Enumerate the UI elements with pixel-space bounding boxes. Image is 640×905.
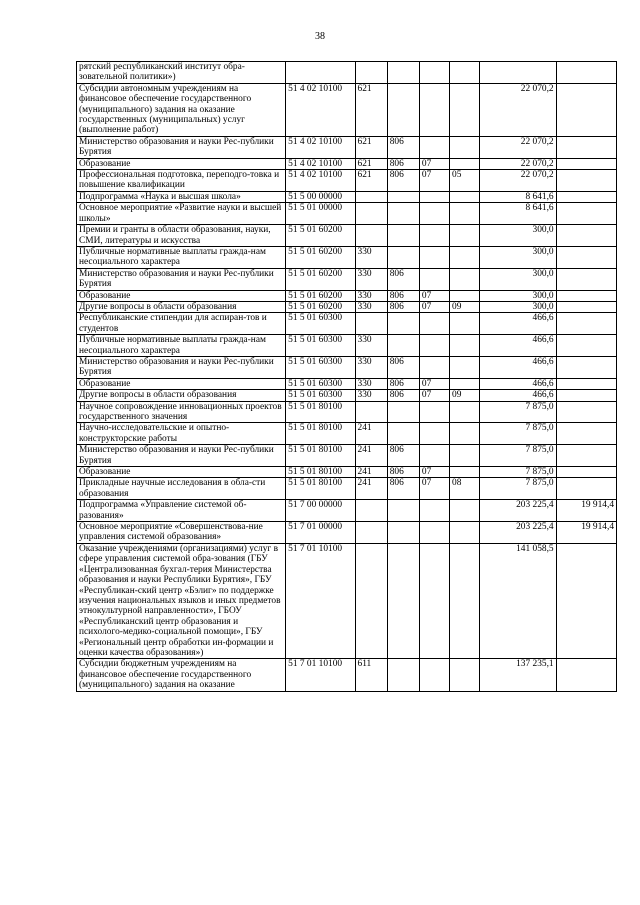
page-number: 38 bbox=[315, 31, 325, 42]
row-subsection-cell: 09 bbox=[450, 390, 480, 401]
table-row bbox=[77, 268, 617, 290]
row-subsection-cell bbox=[450, 401, 480, 423]
row-amount-cell: 7 875,0 bbox=[480, 478, 556, 500]
row-federal-amount-cell bbox=[556, 158, 616, 169]
table-row bbox=[77, 136, 617, 158]
row-subsection-cell bbox=[450, 378, 480, 389]
row-administrator-cell: 806 bbox=[387, 467, 419, 478]
row-target-article-cell: 51 7 01 00000 bbox=[286, 522, 355, 544]
table-row bbox=[77, 445, 617, 467]
row-federal-amount-cell bbox=[556, 170, 616, 192]
row-name-cell: Образование bbox=[77, 158, 286, 169]
row-section-cell bbox=[419, 522, 449, 544]
row-administrator-cell: 806 bbox=[387, 478, 419, 500]
table-row bbox=[77, 246, 617, 268]
row-expense-type-cell: 241 bbox=[355, 467, 387, 478]
row-name-cell: Министерство образования и науки Рес-публики Бурятия bbox=[77, 445, 286, 467]
row-federal-amount-cell bbox=[556, 478, 616, 500]
row-expense-type-cell: 241 bbox=[355, 478, 387, 500]
row-federal-amount-cell bbox=[556, 390, 616, 401]
row-expense-type-cell: 330 bbox=[355, 356, 387, 378]
row-section-cell bbox=[419, 225, 449, 247]
table-row bbox=[77, 313, 617, 335]
row-expense-type-cell: 330 bbox=[355, 378, 387, 389]
row-administrator-cell bbox=[387, 246, 419, 268]
row-administrator-cell: 806 bbox=[387, 290, 419, 301]
row-target-article-cell: 51 4 02 10100 bbox=[286, 83, 355, 136]
row-subsection-cell: 08 bbox=[450, 478, 480, 500]
row-amount-cell: 137 235,1 bbox=[480, 659, 556, 691]
table-row bbox=[77, 203, 617, 225]
row-section-cell bbox=[419, 62, 449, 84]
row-amount-cell: 300,0 bbox=[480, 268, 556, 290]
table-row bbox=[77, 290, 617, 301]
table-row bbox=[77, 500, 617, 522]
row-subsection-cell: 09 bbox=[450, 301, 480, 312]
row-subsection-cell bbox=[450, 467, 480, 478]
row-subsection-cell bbox=[450, 136, 480, 158]
row-subsection-cell bbox=[450, 522, 480, 544]
row-administrator-cell: 806 bbox=[387, 136, 419, 158]
row-section-cell: 07 bbox=[419, 301, 449, 312]
table-row bbox=[77, 170, 617, 192]
row-name-cell: Другие вопросы в области образования bbox=[77, 301, 286, 312]
row-target-article-cell: 51 5 01 80100 bbox=[286, 445, 355, 467]
row-name-cell: Другие вопросы в области образования bbox=[77, 390, 286, 401]
row-federal-amount-cell: 19 914,4 bbox=[556, 522, 616, 544]
table-row bbox=[77, 478, 617, 500]
row-subsection-cell bbox=[450, 290, 480, 301]
row-administrator-cell bbox=[387, 203, 419, 225]
row-expense-type-cell: 621 bbox=[355, 83, 387, 136]
row-target-article-cell: 51 5 01 60300 bbox=[286, 356, 355, 378]
row-administrator-cell bbox=[387, 225, 419, 247]
row-expense-type-cell: 241 bbox=[355, 445, 387, 467]
row-subsection-cell bbox=[450, 83, 480, 136]
row-federal-amount-cell bbox=[556, 543, 616, 658]
row-target-article-cell: 51 5 01 80100 bbox=[286, 478, 355, 500]
row-section-cell bbox=[419, 500, 449, 522]
row-section-cell: 07 bbox=[419, 467, 449, 478]
row-administrator-cell: 806 bbox=[387, 378, 419, 389]
row-subsection-cell bbox=[450, 356, 480, 378]
table-row bbox=[77, 356, 617, 378]
table-row bbox=[77, 158, 617, 169]
row-federal-amount-cell bbox=[556, 313, 616, 335]
row-name-cell: Подпрограмма «Управление системой об-разования» bbox=[77, 500, 286, 522]
row-target-article-cell: 51 4 02 10100 bbox=[286, 170, 355, 192]
row-federal-amount-cell: 19 914,4 bbox=[556, 500, 616, 522]
table-row bbox=[77, 335, 617, 357]
row-administrator-cell bbox=[387, 191, 419, 202]
row-section-cell bbox=[419, 203, 449, 225]
row-amount-cell: 7 875,0 bbox=[480, 445, 556, 467]
row-expense-type-cell bbox=[355, 203, 387, 225]
table-row bbox=[77, 378, 617, 389]
row-name-cell: Образование bbox=[77, 378, 286, 389]
row-subsection-cell bbox=[450, 268, 480, 290]
row-subsection-cell bbox=[450, 445, 480, 467]
row-amount-cell: 203 225,4 bbox=[480, 500, 556, 522]
row-federal-amount-cell bbox=[556, 467, 616, 478]
row-expense-type-cell bbox=[355, 191, 387, 202]
row-name-cell: Республиканские стипендии для аспиран-тов и студентов bbox=[77, 313, 286, 335]
row-amount-cell: 7 875,0 bbox=[480, 423, 556, 445]
row-subsection-cell bbox=[450, 500, 480, 522]
table-row bbox=[77, 62, 617, 84]
row-expense-type-cell: 621 bbox=[355, 158, 387, 169]
row-amount-cell: 300,0 bbox=[480, 225, 556, 247]
row-expense-type-cell bbox=[355, 62, 387, 84]
row-administrator-cell bbox=[387, 522, 419, 544]
row-administrator-cell: 806 bbox=[387, 170, 419, 192]
row-expense-type-cell: 330 bbox=[355, 335, 387, 357]
row-subsection-cell bbox=[450, 423, 480, 445]
row-name-cell: Публичные нормативные выплаты гражда-нам несоциального характера bbox=[77, 246, 286, 268]
row-name-cell: Подпрограмма «Наука и высшая школа» bbox=[77, 191, 286, 202]
row-target-article-cell: 51 7 01 10100 bbox=[286, 659, 355, 691]
row-subsection-cell bbox=[450, 659, 480, 691]
row-expense-type-cell bbox=[355, 543, 387, 658]
row-amount-cell: 22 070,2 bbox=[480, 83, 556, 136]
row-name-cell: Профессиональная подготовка, переподго-товка и повышение квалификации bbox=[77, 170, 286, 192]
row-section-cell bbox=[419, 313, 449, 335]
row-target-article-cell: 51 5 01 80100 bbox=[286, 401, 355, 423]
row-target-article-cell: 51 5 00 00000 bbox=[286, 191, 355, 202]
row-subsection-cell: 05 bbox=[450, 170, 480, 192]
row-section-cell bbox=[419, 191, 449, 202]
row-amount-cell: 141 058,5 bbox=[480, 543, 556, 658]
row-amount-cell: 466,6 bbox=[480, 335, 556, 357]
row-section-cell: 07 bbox=[419, 390, 449, 401]
row-section-cell: 07 bbox=[419, 290, 449, 301]
row-target-article-cell: 51 5 01 60300 bbox=[286, 378, 355, 389]
row-administrator-cell bbox=[387, 423, 419, 445]
row-target-article-cell: 51 5 01 60200 bbox=[286, 246, 355, 268]
row-federal-amount-cell bbox=[556, 83, 616, 136]
table-row bbox=[77, 301, 617, 312]
row-amount-cell: 203 225,4 bbox=[480, 522, 556, 544]
row-administrator-cell bbox=[387, 401, 419, 423]
row-section-cell bbox=[419, 136, 449, 158]
row-amount-cell: 22 070,2 bbox=[480, 136, 556, 158]
table-row bbox=[77, 191, 617, 202]
row-amount-cell: 466,6 bbox=[480, 356, 556, 378]
row-amount-cell: 466,6 bbox=[480, 390, 556, 401]
row-expense-type-cell bbox=[355, 225, 387, 247]
row-target-article-cell: 51 5 01 60200 bbox=[286, 290, 355, 301]
row-federal-amount-cell bbox=[556, 136, 616, 158]
row-target-article-cell: 51 5 01 60300 bbox=[286, 335, 355, 357]
row-administrator-cell: 806 bbox=[387, 445, 419, 467]
row-name-cell: Основное мероприятие «Совершенствова-ние управления системой образования» bbox=[77, 522, 286, 544]
row-section-cell: 07 bbox=[419, 378, 449, 389]
row-amount-cell: 7 875,0 bbox=[480, 467, 556, 478]
row-administrator-cell bbox=[387, 83, 419, 136]
row-federal-amount-cell bbox=[556, 401, 616, 423]
row-administrator-cell bbox=[387, 62, 419, 84]
row-federal-amount-cell bbox=[556, 268, 616, 290]
row-amount-cell: 300,0 bbox=[480, 246, 556, 268]
row-section-cell bbox=[419, 246, 449, 268]
row-federal-amount-cell bbox=[556, 290, 616, 301]
row-subsection-cell bbox=[450, 191, 480, 202]
row-federal-amount-cell bbox=[556, 356, 616, 378]
row-name-cell: Научно-исследовательские и опытно-конструкторские работы bbox=[77, 423, 286, 445]
row-name-cell: Оказание учреждениями (организациями) услуг в сфере управления системой обра-зования (ГБУ «Централизованная бухгал-терия Министерства образования и науки Республики Бурятия», ГБУ «Республикан-ский центр «Бэлиг» по поддержке изучения национальных языков и иных предметов этнокультурной направленности», ГБОУ «Республиканский центр образования и психолого-медико-социальной помощи», ГБУ «Региональный центр обработки ин-формации и оценки качества образования») bbox=[77, 543, 286, 658]
row-amount-cell: 8 641,6 bbox=[480, 203, 556, 225]
row-expense-type-cell: 330 bbox=[355, 301, 387, 312]
row-federal-amount-cell bbox=[556, 335, 616, 357]
row-federal-amount-cell bbox=[556, 659, 616, 691]
table-row bbox=[77, 467, 617, 478]
row-section-cell bbox=[419, 659, 449, 691]
row-subsection-cell bbox=[450, 246, 480, 268]
row-amount-cell: 7 875,0 bbox=[480, 401, 556, 423]
table-row bbox=[77, 659, 617, 691]
row-amount-cell: 22 070,2 bbox=[480, 158, 556, 169]
row-expense-type-cell: 330 bbox=[355, 246, 387, 268]
row-administrator-cell: 806 bbox=[387, 268, 419, 290]
row-expense-type-cell: 241 bbox=[355, 423, 387, 445]
row-amount-cell: 300,0 bbox=[480, 301, 556, 312]
row-target-article-cell: 51 5 01 60200 bbox=[286, 225, 355, 247]
row-administrator-cell: 806 bbox=[387, 390, 419, 401]
row-administrator-cell bbox=[387, 500, 419, 522]
row-expense-type-cell: 330 bbox=[355, 390, 387, 401]
row-name-cell: Образование bbox=[77, 467, 286, 478]
row-name-cell: рятский республиканский институт обра-зовательной политики») bbox=[77, 62, 286, 84]
row-amount-cell bbox=[480, 62, 556, 84]
budget-table-body bbox=[77, 62, 617, 692]
row-section-cell bbox=[419, 268, 449, 290]
row-federal-amount-cell bbox=[556, 301, 616, 312]
row-federal-amount-cell bbox=[556, 246, 616, 268]
row-target-article-cell: 51 4 02 10100 bbox=[286, 136, 355, 158]
row-expense-type-cell: 611 bbox=[355, 659, 387, 691]
table-row bbox=[77, 83, 617, 136]
row-target-article-cell: 51 5 01 60300 bbox=[286, 390, 355, 401]
row-section-cell bbox=[419, 401, 449, 423]
row-subsection-cell bbox=[450, 225, 480, 247]
table-row bbox=[77, 522, 617, 544]
row-target-article-cell: 51 5 01 60200 bbox=[286, 301, 355, 312]
row-name-cell: Министерство образования и науки Рес-публики Бурятия bbox=[77, 136, 286, 158]
row-name-cell: Министерство образования и науки Рес-публики Бурятия bbox=[77, 268, 286, 290]
row-section-cell bbox=[419, 543, 449, 658]
row-section-cell: 07 bbox=[419, 158, 449, 169]
row-subsection-cell bbox=[450, 203, 480, 225]
row-expense-type-cell: 330 bbox=[355, 290, 387, 301]
row-administrator-cell bbox=[387, 313, 419, 335]
row-administrator-cell: 806 bbox=[387, 356, 419, 378]
row-amount-cell: 466,6 bbox=[480, 313, 556, 335]
row-name-cell: Публичные нормативные выплаты гражда-нам несоциального характера bbox=[77, 335, 286, 357]
row-name-cell: Прикладные научные исследования в обла-сти образования bbox=[77, 478, 286, 500]
row-expense-type-cell bbox=[355, 401, 387, 423]
row-federal-amount-cell bbox=[556, 225, 616, 247]
row-subsection-cell bbox=[450, 543, 480, 658]
row-administrator-cell: 806 bbox=[387, 158, 419, 169]
row-expense-type-cell bbox=[355, 522, 387, 544]
budget-table bbox=[76, 61, 617, 692]
row-expense-type-cell bbox=[355, 500, 387, 522]
row-name-cell: Образование bbox=[77, 290, 286, 301]
row-federal-amount-cell bbox=[556, 62, 616, 84]
table-row bbox=[77, 543, 617, 658]
row-subsection-cell bbox=[450, 158, 480, 169]
table-row bbox=[77, 390, 617, 401]
row-subsection-cell bbox=[450, 313, 480, 335]
row-amount-cell: 8 641,6 bbox=[480, 191, 556, 202]
row-section-cell bbox=[419, 445, 449, 467]
row-target-article-cell: 51 4 02 10100 bbox=[286, 158, 355, 169]
row-federal-amount-cell bbox=[556, 191, 616, 202]
row-name-cell: Научное сопровождение инновационных проектов государственного значения bbox=[77, 401, 286, 423]
table-row bbox=[77, 225, 617, 247]
row-section-cell: 07 bbox=[419, 478, 449, 500]
row-amount-cell: 466,6 bbox=[480, 378, 556, 389]
row-amount-cell: 22 070,2 bbox=[480, 170, 556, 192]
row-target-article-cell: 51 5 01 00000 bbox=[286, 203, 355, 225]
row-section-cell: 07 bbox=[419, 170, 449, 192]
row-name-cell: Основное мероприятие «Развитие науки и высшей школы» bbox=[77, 203, 286, 225]
row-target-article-cell: 51 7 01 10100 bbox=[286, 543, 355, 658]
table-row bbox=[77, 423, 617, 445]
row-target-article-cell: 51 5 01 60200 bbox=[286, 268, 355, 290]
row-name-cell: Субсидии бюджетным учреждениям на финансовое обеспечение государственного (муниципального) задания на оказание bbox=[77, 659, 286, 691]
row-expense-type-cell: 621 bbox=[355, 170, 387, 192]
row-subsection-cell bbox=[450, 62, 480, 84]
row-federal-amount-cell bbox=[556, 378, 616, 389]
row-name-cell: Субсидии автономным учреждениям на финансовое обеспечение государственного (муниципального) задания на оказание государственных (муниципальных) услуг (выполнение работ) bbox=[77, 83, 286, 136]
row-administrator-cell bbox=[387, 659, 419, 691]
table-row bbox=[77, 401, 617, 423]
row-name-cell: Министерство образования и науки Рес-публики Бурятия bbox=[77, 356, 286, 378]
row-amount-cell: 300,0 bbox=[480, 290, 556, 301]
row-name-cell: Премии и гранты в области образования, науки, СМИ, литературы и искусства bbox=[77, 225, 286, 247]
row-section-cell bbox=[419, 83, 449, 136]
row-target-article-cell bbox=[286, 62, 355, 84]
row-expense-type-cell: 330 bbox=[355, 268, 387, 290]
row-section-cell bbox=[419, 423, 449, 445]
row-administrator-cell bbox=[387, 335, 419, 357]
row-target-article-cell: 51 5 01 80100 bbox=[286, 423, 355, 445]
row-subsection-cell bbox=[450, 335, 480, 357]
row-federal-amount-cell bbox=[556, 423, 616, 445]
row-expense-type-cell bbox=[355, 313, 387, 335]
row-target-article-cell: 51 5 01 60300 bbox=[286, 313, 355, 335]
row-administrator-cell: 806 bbox=[387, 301, 419, 312]
row-section-cell bbox=[419, 335, 449, 357]
row-expense-type-cell: 621 bbox=[355, 136, 387, 158]
row-administrator-cell bbox=[387, 543, 419, 658]
row-federal-amount-cell bbox=[556, 445, 616, 467]
row-section-cell bbox=[419, 356, 449, 378]
row-target-article-cell: 51 7 00 00000 bbox=[286, 500, 355, 522]
row-federal-amount-cell bbox=[556, 203, 616, 225]
row-target-article-cell: 51 5 01 80100 bbox=[286, 467, 355, 478]
